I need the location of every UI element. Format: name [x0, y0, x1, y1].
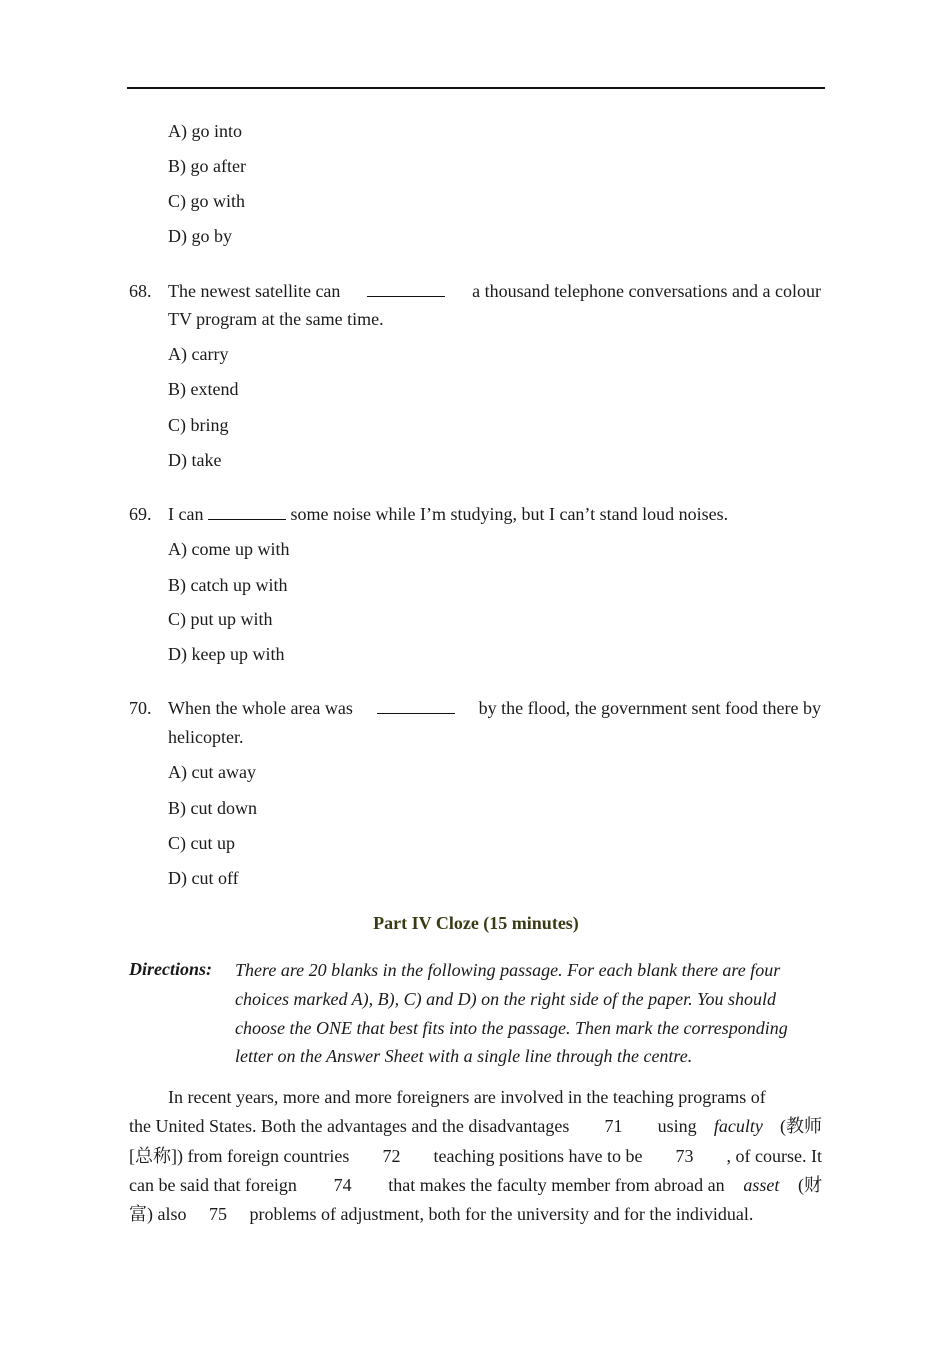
- q68-stem-part-a: The newest satellite can: [168, 281, 341, 301]
- passage-word-faculty: faculty: [713, 1116, 763, 1136]
- q68-number: 68.: [129, 281, 152, 301]
- passage-line-2: [129, 1115, 822, 1137]
- q70-option-b: B) cut down: [168, 798, 257, 818]
- q69-stem-part-a: I can: [168, 504, 204, 524]
- q69-option-b: B) catch up with: [168, 575, 288, 595]
- q69-number: 69.: [129, 504, 152, 524]
- q70-stem-line2: helicopter.: [168, 727, 244, 747]
- passage-line-5-part-a: 富) also: [129, 1204, 187, 1224]
- header-rule: [127, 87, 825, 89]
- passage-line-4-part-a: can be said that foreign: [129, 1175, 297, 1195]
- q70-stem-line1: [168, 697, 821, 719]
- passage-line-5-part-b: problems of adjustment, both for the university and for the individual.: [249, 1204, 754, 1224]
- q70-option-c: C) cut up: [168, 833, 235, 853]
- cloze-blank-75-number: 75: [209, 1204, 227, 1224]
- passage-word-asset: asset: [743, 1175, 780, 1195]
- passage-line-4-part-b: that makes the faculty member from abroad an: [388, 1175, 725, 1195]
- q67-option-c: C) go with: [168, 191, 246, 211]
- passage-line-4: [129, 1174, 822, 1196]
- q70-stem-part-a: When the whole area was: [168, 698, 353, 718]
- q70-blank: [377, 697, 455, 714]
- q68-stem-part-b: a thousand telephone conversations and a colour: [472, 281, 821, 301]
- q68-option-a: A) carry: [168, 344, 229, 364]
- q68-blank: [367, 280, 445, 297]
- passage-line-2-part-c: (教师: [779, 1116, 822, 1136]
- q68-option-b: B) extend: [168, 379, 239, 399]
- q70-option-d: D) cut off: [168, 868, 239, 888]
- q69-stem: [168, 503, 821, 525]
- cloze-blank-72: [364, 1145, 418, 1167]
- q70-number: 70.: [129, 698, 152, 718]
- passage-line-3-part-b: teaching positions have to be: [433, 1146, 643, 1166]
- passage-line-3-part-c: , of course. It: [726, 1146, 822, 1166]
- q69-option-a: A) come up with: [168, 539, 290, 559]
- q68-option-d: D) take: [168, 450, 222, 470]
- directions-line-4: letter on the Answer Sheet with a single line through the centre.: [235, 1046, 693, 1066]
- q69-stem-part-b: some noise while I’m studying, but I can’t stand loud noises.: [290, 504, 729, 524]
- passage-line-2-part-a: the United States. Both the advantages and the disadvantages: [129, 1116, 570, 1136]
- q70-stem-part-b: by the flood, the government sent food there by: [478, 698, 821, 718]
- directions-line-3: choose the ONE that best fits into the passage. Then mark the corresponding: [235, 1018, 788, 1038]
- cloze-blank-71-number: 71: [604, 1116, 623, 1136]
- cloze-blank-71: [587, 1115, 641, 1137]
- passage-line-3: [129, 1145, 822, 1167]
- q67-option-d: D) go by: [168, 226, 232, 246]
- q67-option-a: A) go into: [168, 121, 242, 141]
- passage-line-5: [129, 1203, 822, 1225]
- q70-option-a: A) cut away: [168, 762, 256, 782]
- cloze-blank-74-number: 74: [333, 1175, 352, 1195]
- q69-option-d: D) keep up with: [168, 644, 285, 664]
- passage-line-1: In recent years, more and more foreigners are involved in the teaching programs of: [168, 1087, 766, 1107]
- cloze-blank-74: [316, 1174, 370, 1196]
- cloze-blank-75: [191, 1203, 245, 1225]
- passage-line-4-part-c: (财: [798, 1175, 822, 1195]
- directions-line-1: There are 20 blanks in the following passage. For each blank there are four: [235, 960, 781, 980]
- part-title: Part IV Cloze (15 minutes): [373, 913, 579, 933]
- q68-stem-line2: TV program at the same time.: [168, 309, 384, 329]
- directions-label: Directions:: [129, 959, 212, 979]
- passage-line-3-part-a: [总称]) from foreign countries: [129, 1146, 350, 1166]
- q69-blank: [208, 503, 286, 520]
- cloze-blank-73-number: 73: [675, 1146, 694, 1166]
- q68-stem-line1: [168, 280, 821, 302]
- q69-option-c: C) put up with: [168, 609, 273, 629]
- passage-line-2-part-b: using: [657, 1116, 697, 1136]
- q68-option-c: C) bring: [168, 415, 229, 435]
- cloze-blank-72-number: 72: [382, 1146, 401, 1166]
- q67-option-b: B) go after: [168, 156, 246, 176]
- directions-line-2: choices marked A), B), C) and D) on the right side of the paper. You should: [235, 989, 776, 1009]
- cloze-blank-73: [657, 1145, 711, 1167]
